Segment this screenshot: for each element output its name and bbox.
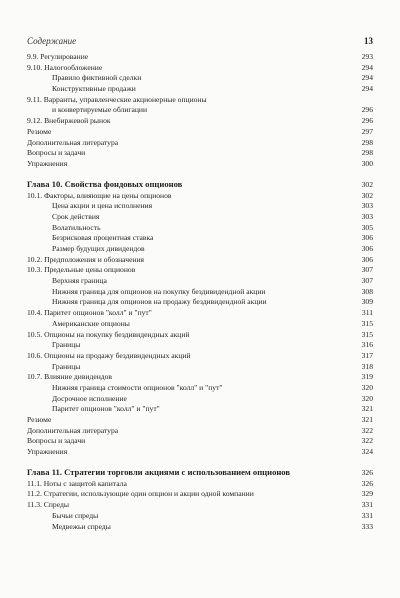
toc-entry-page: 306 <box>361 244 373 253</box>
toc-entry-title: 9.10. Налогообложение <box>27 62 103 72</box>
toc-entry-page: 318 <box>361 361 373 371</box>
toc-chapter-heading[interactable] <box>27 466 373 479</box>
toc-entry-page: 331 <box>361 500 373 510</box>
toc-entry-title: Безрисковая процентная ставка <box>52 233 154 243</box>
toc-entry-page: 305 <box>361 222 373 232</box>
section-gap <box>27 170 373 178</box>
toc-subsection[interactable] <box>27 201 373 212</box>
toc-entry-page: 322 <box>361 425 373 435</box>
toc-entry-title: Размер будущих дивидендов <box>52 244 145 253</box>
toc-entry-title: 11.2. Стратегии, использующие один опцион и акции одной компании <box>27 489 254 499</box>
toc-subsection[interactable] <box>27 223 373 234</box>
toc-entry-title: Конструктивные продажи <box>52 84 136 94</box>
toc-end-matter[interactable] <box>27 148 373 159</box>
toc-entry-title: 10.2. Предположения и обозначения <box>27 254 145 264</box>
toc-entry-title: Американские опционы <box>52 318 130 328</box>
toc-entry-page: 321 <box>361 415 373 424</box>
toc-subsection[interactable] <box>27 319 373 330</box>
toc-entry-page: 296 <box>361 105 373 115</box>
toc-entry-title: Вопросы и задачи <box>27 148 86 158</box>
toc-entry-title: Нижняя граница для опционов на продажу бездивидендной акции <box>52 297 267 307</box>
toc-subsection[interactable] <box>27 522 373 533</box>
toc-entry-page: 311 <box>361 308 373 318</box>
toc-entry-title: 10.1. Факторы, влияющие на цены опционов <box>27 190 172 200</box>
toc-entry-title: Упражнения <box>27 447 68 457</box>
toc-entry-title: 10.6. Опционы на продажу бездивидендных акций <box>27 350 191 360</box>
toc-entry-title: Волатильность <box>52 222 101 232</box>
toc-subsection[interactable] <box>27 511 373 522</box>
toc-entry-page: 307 <box>361 276 373 286</box>
toc-entry-page: 294 <box>361 62 373 72</box>
toc-subsection[interactable] <box>27 287 373 298</box>
toc-subsection[interactable] <box>27 233 373 244</box>
toc-subsection[interactable] <box>27 383 373 394</box>
toc-entry-page: 315 <box>361 329 373 339</box>
toc-subsection[interactable] <box>27 340 373 351</box>
toc-entry-page: 300 <box>361 158 373 168</box>
toc-entry-page: 329 <box>361 489 373 499</box>
toc-entry-continuation[interactable] <box>27 105 373 116</box>
page-number: 13 <box>364 36 373 46</box>
toc-section[interactable] <box>27 489 373 500</box>
toc-entry-title: Срок действия <box>52 211 100 221</box>
toc-entry-page: 302 <box>361 179 373 189</box>
toc-entry-title: Резюме <box>27 415 52 424</box>
toc-entry-page: 321 <box>361 404 373 414</box>
toc-entry-page: 297 <box>361 126 373 136</box>
toc-entry-page: 306 <box>361 233 373 243</box>
toc-subsection[interactable] <box>27 73 373 84</box>
toc-entry-page: 294 <box>361 73 373 83</box>
toc-entry-page: 317 <box>361 350 373 360</box>
toc-entry-page: 302 <box>361 190 373 200</box>
toc-entry-title: Бычьи спреды <box>52 510 99 520</box>
toc-entry-title: 9.9. Регулирование <box>27 52 89 61</box>
toc-entry-title: Нижняя граница стоимости опционов "колл" и "пут" <box>52 382 223 392</box>
toc-subsection[interactable] <box>27 84 373 95</box>
toc-entry-title: Верхняя граница <box>52 276 107 286</box>
toc-section[interactable] <box>27 52 373 63</box>
toc-section[interactable] <box>27 479 373 490</box>
toc-entry-title: Вопросы и задачи <box>27 436 86 446</box>
toc-subsection[interactable] <box>27 362 373 373</box>
toc-subsection[interactable] <box>27 244 373 255</box>
toc-subsection[interactable] <box>27 404 373 415</box>
toc-entry-title: Резюме <box>27 126 52 136</box>
toc-end-matter[interactable] <box>27 426 373 437</box>
toc-entry-page: 331 <box>361 510 373 520</box>
toc-entry-title: 11.3. Спреды <box>27 500 69 510</box>
toc-entry-title: Границы <box>52 340 81 350</box>
toc-end-matter[interactable] <box>27 127 373 138</box>
toc-entry-title: Дополнительная литература <box>27 137 119 147</box>
toc-entry-page: 316 <box>361 340 373 350</box>
toc-subsection[interactable] <box>27 212 373 223</box>
toc-entry-page: 322 <box>361 436 373 446</box>
toc-entry-title: Досрочное исполнение <box>52 393 127 403</box>
toc-section[interactable] <box>27 255 373 266</box>
toc-entry-title: и конвертируемые облигации <box>52 105 148 115</box>
toc-end-matter[interactable] <box>27 159 373 170</box>
toc-end-matter[interactable] <box>27 138 373 149</box>
toc-entry-title: 9.12. Внебиржевой рынок <box>27 116 111 126</box>
toc-entry-page: 298 <box>361 148 373 158</box>
toc-entry-page: 326 <box>361 478 373 488</box>
toc-entry-title: Упражнения <box>27 158 68 168</box>
toc-entry-title: Границы <box>52 361 81 371</box>
toc-entry-page: 293 <box>361 52 373 61</box>
toc-entry-page: 315 <box>361 318 373 328</box>
table-of-contents <box>27 52 373 532</box>
toc-entry-page: 324 <box>361 447 373 457</box>
running-header <box>27 36 373 46</box>
toc-section[interactable] <box>27 95 373 106</box>
toc-entry-title: Глава 11. Стратегии торговли акциями с использованием опционов <box>27 466 291 477</box>
toc-section[interactable] <box>27 308 373 319</box>
toc-entry-page: 306 <box>361 254 373 264</box>
toc-entry-page: 320 <box>361 382 373 392</box>
toc-entry-page: 298 <box>361 137 373 147</box>
toc-entry-title: 10.5. Опционы на покупку бездивидендных акций <box>27 329 190 339</box>
toc-entry-page: 309 <box>361 297 373 307</box>
toc-section[interactable] <box>27 351 373 362</box>
toc-entry-title: Цена акции и цена исполнения <box>52 201 153 211</box>
toc-end-matter[interactable] <box>27 436 373 447</box>
toc-entry-page: 296 <box>361 116 373 126</box>
toc-section[interactable] <box>27 330 373 341</box>
toc-entry-page: 303 <box>361 201 373 211</box>
toc-subsection[interactable] <box>27 297 373 308</box>
toc-section[interactable] <box>27 116 373 127</box>
toc-entry-title: 9.11. Варранты, управленческие акционерные опционы <box>27 94 207 104</box>
toc-section[interactable] <box>27 500 373 511</box>
running-title: Содержание <box>27 36 77 46</box>
toc-entry-page: 303 <box>361 211 373 221</box>
toc-entry-title: 11.1. Ноты с защитой капитала <box>27 478 127 488</box>
toc-entry-title: 10.3. Предельные цены опционов <box>27 265 136 275</box>
toc-end-matter[interactable] <box>27 415 373 426</box>
toc-entry-page: 308 <box>361 286 373 296</box>
toc-entry-title: Паритет опционов "колл" и "пут" <box>52 404 160 414</box>
toc-entry-page: 320 <box>361 393 373 403</box>
toc-entry-page: 294 <box>361 84 373 94</box>
toc-entry-page: 307 <box>361 265 373 275</box>
toc-entry-page: 319 <box>361 372 373 382</box>
toc-section[interactable] <box>27 372 373 383</box>
toc-section[interactable] <box>27 191 373 202</box>
toc-entry-page: 333 <box>361 521 373 531</box>
toc-entry-title: Медвежьи спреды <box>52 521 111 531</box>
toc-entry-page: 326 <box>361 467 373 477</box>
toc-entry-title: Дополнительная литература <box>27 425 119 435</box>
toc-entry-title: 10.7. Влияние дивидендов <box>27 372 113 382</box>
toc-entry-title: Нижняя граница для опционов на покупку бездивидендной акции <box>52 286 266 296</box>
toc-chapter-heading[interactable] <box>27 178 373 191</box>
toc-section[interactable] <box>27 265 373 276</box>
toc-entry-title: Правило фиктивной сделки <box>52 73 142 83</box>
toc-subsection[interactable] <box>27 394 373 405</box>
section-gap <box>27 458 373 466</box>
toc-entry-title: Глава 10. Свойства фондовых опционов <box>27 178 183 189</box>
toc-end-matter[interactable] <box>27 447 373 458</box>
toc-subsection[interactable] <box>27 276 373 287</box>
toc-section[interactable] <box>27 63 373 74</box>
toc-entry-title: 10.4. Паритет опционов "колл" и "пут" <box>27 308 152 318</box>
